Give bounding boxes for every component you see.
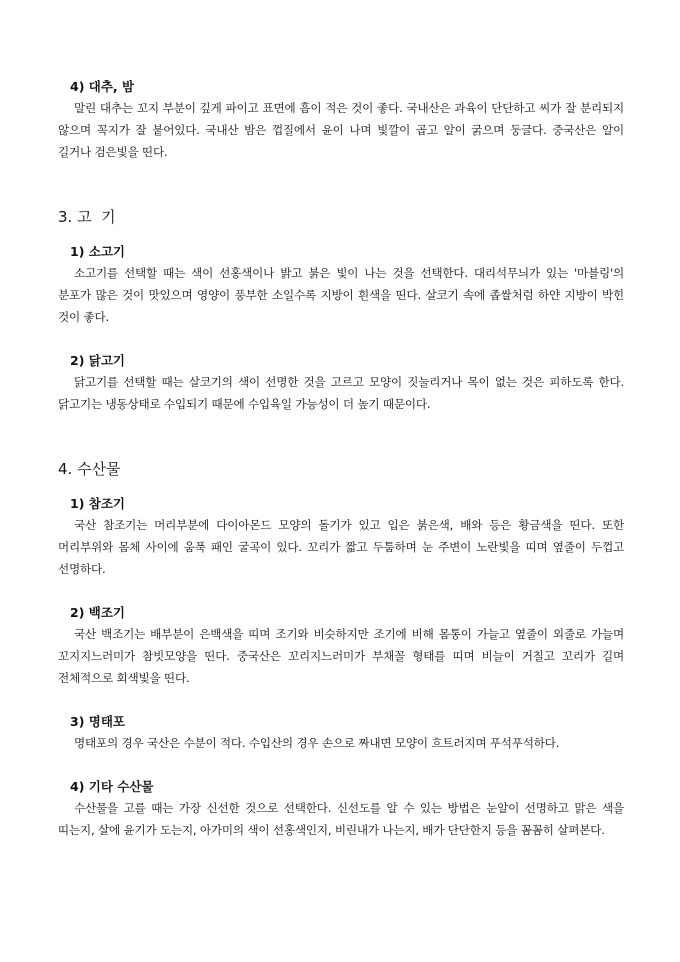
subsection-beef [58,243,624,328]
subsection-white-croaker [58,604,624,689]
subsection-paragraph: 소고기를 선택할 때는 색이 선홍색이나 밝고 붉은 빛이 나는 것을 선택한다. 대리석무늬가 있는 '마블링'의 분포가 많은 것이 맛있으며 영양이 풍부한 소일수록 지방이 흰색을 띤다. 살코기 속에 좁쌀처럼 하얀 지방이 박힌 것이 좋다. [58,266,624,324]
subsection-paragraph: 국산 백조기는 배부분이 은백색을 띠며 조기와 비슷하지만 조기에 비해 몸통이 가늘고 옆줄이 외줄로 가늘며 꼬지지느러미가 참빗모양을 띤다. 중국산은 꼬리지느러미가 부채꼴 형태를 띠며 비늘이 거칠고 꼬리가 길며 전체적으로 회색빛을 띤다. [58,627,624,685]
subsection-paragraph: 국산 참조기는 머리부분에 다이아몬드 모양의 돌기가 있고 입은 붉은색, 배와 등은 황금색을 띤다. 또한 머리부위와 몸체 사이에 움푹 패인 굴곡이 있다. 꼬리가 짧고 두툼하며 눈 주변이 노란빛을 띠며 옆줄이 두껍고 선명하다. [58,518,624,576]
subsection-dates-chestnuts [58,78,624,163]
subsection-title: 1) 참조기 [70,496,125,511]
subsection-paragraph: 말린 대추는 꼬지 부분이 깊게 파이고 표면에 흠이 적은 것이 좋다. 국내산은 과육이 단단하고 씨가 잘 분리되지 않으며 꼭지가 잘 붙어있다. 국내산 밤은 껍질에서 윤이 나며 빛깔이 곱고 알이 굵으며 둥글다. 중국산은 알이 길거나 검은빛을 띤다. [58,101,624,159]
subsection-yellow-croaker [58,495,624,580]
subsection-paragraph: 수산물을 고를 때는 가장 신선한 것으로 선택한다. 신선도를 알 수 있는 방법은 눈알이 선명하고 맑은 색을 띠는지, 살에 윤기가 도는지, 아가미의 색이 선홍색인지, 비린내가 나는지, 배가 단단한지 등을 꼼꼼히 살펴본다. [58,801,624,837]
subsection-title: 4) 기타 수산물 [70,779,154,794]
subsection-other-seafood [58,778,624,841]
subsection-title: 3) 명태포 [70,714,125,729]
subsection-paragraph: 명태포의 경우 국산은 수분이 적다. 수입산의 경우 손으로 짜내면 모양이 흐트러지며 푸석푸석하다. [74,736,560,750]
subsection-title: 4) 대추, 밤 [70,79,135,94]
subsection-title: 2) 닭고기 [70,353,125,368]
section-title-meat: 3. 고 기 [58,208,116,226]
document-page [58,78,624,841]
subsection-chicken [58,352,624,415]
subsection-title: 1) 소고기 [70,244,125,259]
section-title-seafood: 4. 수산물 [58,460,121,478]
subsection-dried-pollack [58,713,624,754]
subsection-paragraph: 닭고기를 선택할 때는 살코기의 색이 선명한 것을 고르고 모양이 짓눌리거나 목이 없는 것은 피하도록 한다. 닭고기는 냉동상태로 수입되기 때문에 수입육일 가능성이 더 높기 때문이다. [58,375,624,411]
subsection-title: 2) 백조기 [70,605,125,620]
